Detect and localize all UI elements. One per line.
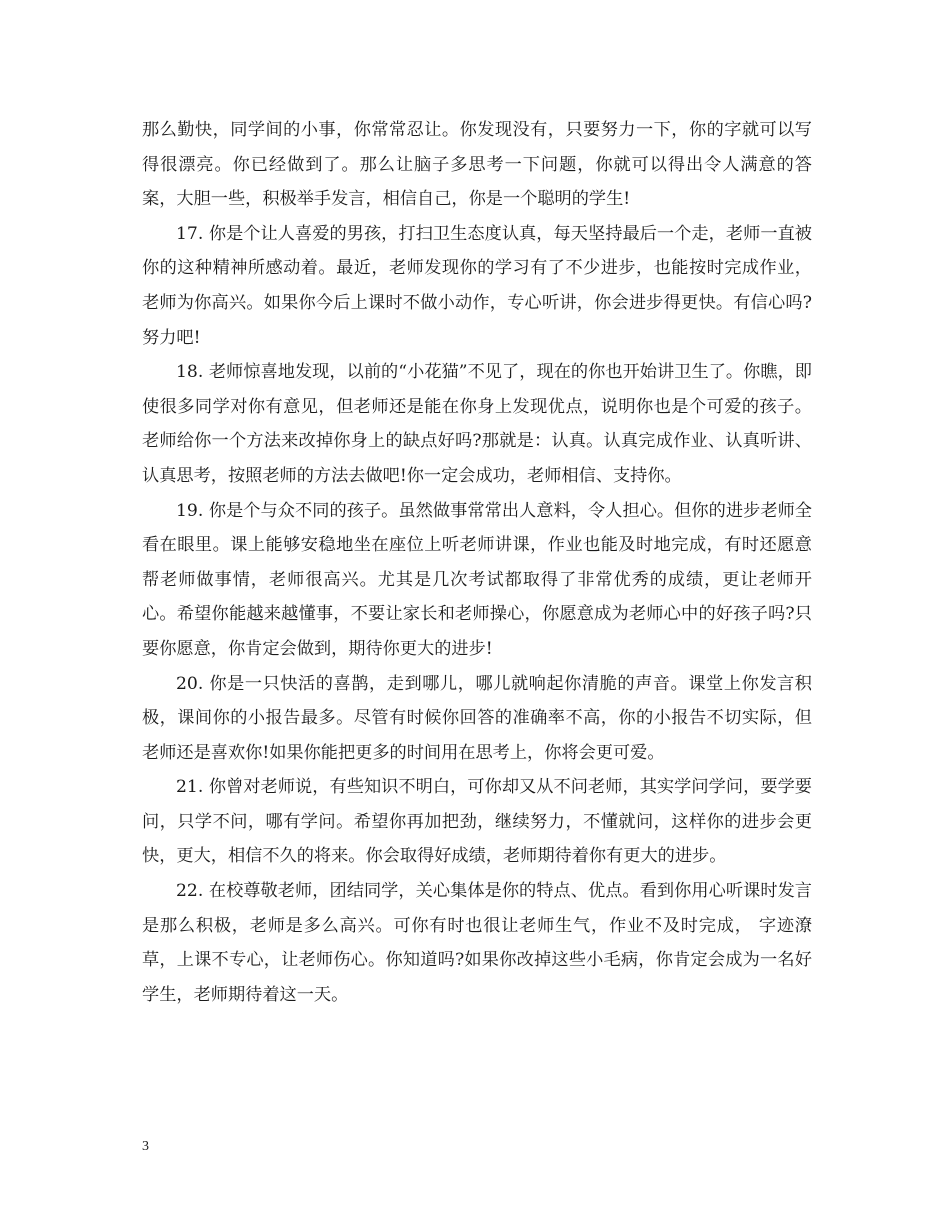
paragraph-19: 19. 你是个与众不同的孩子。虽然做事常常出人意料，令人担心。但你的进步老师全看在眼里。课上能够安稳地坐在座位上听老师讲课，作业也能及时地完成，有时还愿意帮老师做事情，老师很高兴。尤其是几次考试都取得了非常优秀的成绩，更让老师开心。希望你能越来越懂事，不要让家长和老师操心，你愿意成为老师心中的好孩子吗?只要你愿意，你肯定会做到，期待你更大的进步! [142, 500, 812, 659]
paragraph-18: 18. 老师惊喜地发现，以前的“小花猫”不见了，现在的你也开始讲卫生了。你瞧，即使很多同学对你有意见，但老师还是能在你身上发现优点，说明你也是个可爱的孩子。老师给你一个方法来改掉你身上的缺点好吗?那就是：认真。认真完成作业、认真听讲、认真思考，按照老师的方法去做吧!你一定会成功，老师相信、支持你。 [142, 362, 812, 486]
paragraph-continuation: 那么勤快，同学间的小事，你常常忍让。你发现没有，只要努力一下，你的字就可以写得很漂亮。你已经做到了。那么让脑子多思考一下问题，你就可以得出令人满意的答案，大胆一些，积极举手发言，相信自己，你是一个聪明的学生! [142, 120, 812, 210]
paragraph-21: 21. 你曾对老师说，有些知识不明白，可你却又从不问老师，其实学问学问，要学要问，只学不问，哪有学问。希望你再加把劲，继续努力，不懂就问，这样你的进步会更快，更大，相信不久的将来。你会取得好成绩，老师期待着你有更大的进步。 [142, 777, 812, 867]
paragraph-20: 20. 你是一只快活的喜鹊，走到哪儿，哪儿就响起你清脆的声音。课堂上你发言积极，课间你的小报告最多。尽管有时候你回答的准确率不高，你的小报告不切实际，但老师还是喜欢你!如果你能把更多的时间用在思考上，你将会更可爱。 [142, 673, 812, 763]
paragraph-22: 22. 在校尊敬老师，团结同学，关心集体是你的特点、优点。看到你用心听课时发言是那么积极，老师是多么高兴。可你有时也很让老师生气，作业不及时完成， 字迹潦草，上课不专心，让老师伤心。你知道吗?如果你改掉这些小毛病，你肯定会成为一名好学生，老师期待着这一天。 [142, 881, 812, 1005]
page-number: 3 [142, 1139, 149, 1154]
paragraph-17: 17. 你是个让人喜爱的男孩，打扫卫生态度认真，每天坚持最后一个走，老师一直被你的这种精神所感动着。最近，老师发现你的学习有了不少进步，也能按时完成作业，老师为你高兴。如果你今后上课时不做小动作，专心听讲，你会进步得更快。有信心吗?努力吧! [142, 223, 812, 348]
body-text [142, 113, 812, 1012]
